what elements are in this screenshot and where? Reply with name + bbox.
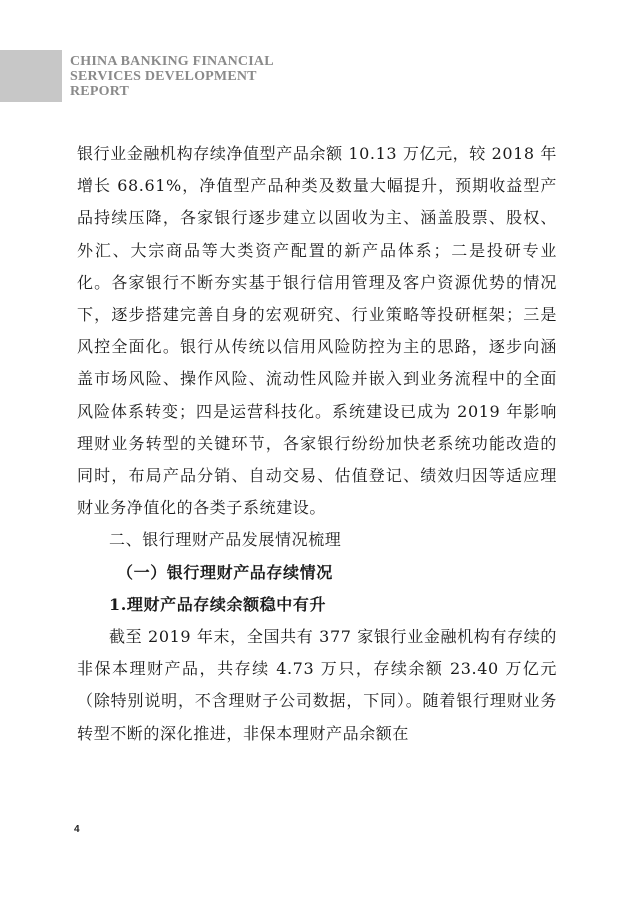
subsubsection-heading: 1.理财产品存续余额稳中有升 <box>109 594 327 614</box>
subsection-heading: （一）银行理财产品存续情况 <box>117 562 333 582</box>
section-heading: 二、银行理财产品发展情况梳理 <box>109 530 342 550</box>
page-content <box>77 138 557 750</box>
report-title-line-3: REPORT <box>70 84 130 99</box>
report-title-line-2: SERVICES DEVELOPMENT <box>70 69 257 84</box>
header-gray-block <box>0 50 62 102</box>
body-paragraph: 截至 2019 年末，全国共有 377 家银行业金融机构有存续的非保本理财产品，共存续 4.73 万只，存续余额 23.40 万亿元（除特别说明，不含理财子公司数据，下同）。随着银行理财业务转型不断的深化推进，非保本理财产品余额在 <box>77 627 557 743</box>
page-number: 4 <box>74 824 80 835</box>
report-title-line-1: CHINA BANKING FINANCIAL <box>70 54 274 69</box>
continued-paragraph: 银行业金融机构存续净值型产品余额 10.13 万亿元，较 2018 年增长 68.61%，净值型产品种类及数量大幅提升，预期收益型产品持续压降，各家银行逐步建立以固收为主、涵盖股票、股权、外汇、大宗商品等大类资产配置的新产品体系；二是投研专业化。各家银行不断夯实基于银行信用管理及客户资源优势的情况下，逐步搭建完善自身的宏观研究、行业策略等投研框架；三是风控全面化。银行从传统以信用风险防控为主的思路，逐步向涵盖市场风险、操作风险、流动性风险并嵌入到业务流程中的全面风险体系转变；四是运营科技化。系统建设已成为 2019 年影响理财业务转型的关键环节，各家银行纷纷加快老系统功能改造的同时，布局产品分销、自动交易、估值登记、绩效归因等适应理财业务净值化的各类子系统建设。 <box>77 144 557 518</box>
report-title <box>70 54 274 99</box>
